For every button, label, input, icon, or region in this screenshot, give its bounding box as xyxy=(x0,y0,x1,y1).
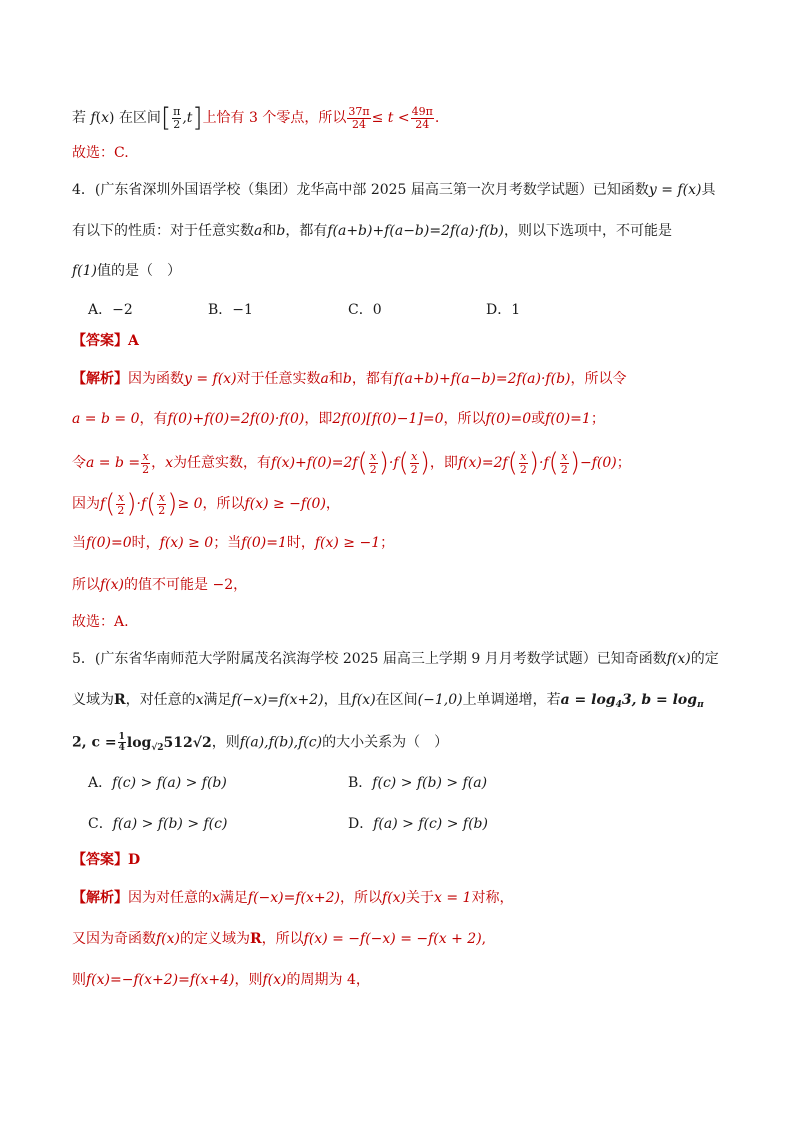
q5-analysis-2: 又因为奇函数f(x)的定义域为R，所以f(x) = −f(−x) = −f(x + 2), xyxy=(72,931,487,947)
q4-stem-1: 4．(广东省深圳外国语学校（集团）龙华高中部 2025 届高三第一次月考数学试题）已知函数y = f(x)具 xyxy=(72,182,716,198)
q4-option-b[interactable]: B．−1 xyxy=(208,302,253,318)
q5-option-a[interactable]: A．f(c) > f(a) > f(b) xyxy=(88,775,227,791)
q5-stem-3: 2, c = $\frac{1}{4}$ $\log_{√2}512√2$，则f(a),f(b),f(c)的大小关系为（ ） xyxy=(72,732,449,753)
q4-analysis-4: 因为f( $\frac{x}{2}$ )·f( $\frac{x}{2}$ )≥ 0，所以f(x) ≥ −f(0)， xyxy=(72,489,340,519)
q4-result: 故选：A. xyxy=(72,614,129,630)
q5-stem-1: 5．(广东省华南师范大学附属茂名滨海学校 2025 届高三上学期 9 月月考数学试题）已知奇函数f(x)的定 xyxy=(72,651,719,667)
q5-analysis-3: 则f(x)=−f(x+2)=f(x+4)，则f(x)的周期为 4， xyxy=(72,972,370,988)
q5-stem-2: 义域为R，对任意的x满足f(−x)=f(x+2)，且f(x)在区间(−1,0)上单调递增，若$a = \log_43$, $b = \log_\pi$ xyxy=(72,692,704,710)
q4-analysis-3: 令a = b = $\frac{x}{2}$ ，x为任意实数，有f(x)+f(0)=2f( $\frac{x}{2}$ )·f( $\frac{x}{2}$ )，即f(x)=2f( $\frac{x}{2}$ )·f( $\frac{x}{2}$ )−f(0)； xyxy=(72,448,631,478)
prev-line-1: 若 f(x) 在区间[ $\frac{\pi}{2}$ ,t]上恰有 3 个零点，所以 $\frac{37\pi}{24}$ ≤ t < $\frac{49\pi}{24}$ . xyxy=(72,103,440,133)
q5-analysis-1: 【解析】因为对任意的x满足f(−x)=f(x+2)，所以f(x)关于x = 1对称， xyxy=(72,890,514,906)
q4-analysis-5: 当f(0)=0时，f(x) ≥ 0；当f(0)=1时，f(x) ≥ −1； xyxy=(72,535,395,551)
q5-option-b[interactable]: B．f(c) > f(b) > f(a) xyxy=(348,775,488,791)
q4-option-c[interactable]: C．0 xyxy=(348,302,382,318)
q5-option-c[interactable]: C．f(a) > f(b) > f(c) xyxy=(88,816,228,832)
prev-result: 故选：C. xyxy=(72,145,129,161)
q4-option-a[interactable]: A．−2 xyxy=(88,302,133,318)
q4-stem-3: f(1)值的是（ ） xyxy=(72,263,182,279)
q4-answer: 【答案】A xyxy=(72,333,139,349)
q4-analysis-6: 所以f(x)的值不可能是 −2， xyxy=(72,577,248,593)
q4-analysis-1: 【解析】因为函数y = f(x)对于任意实数a和b，都有f(a+b)+f(a−b)=2f(a)·f(b)，所以令 xyxy=(72,371,627,387)
q4-stem-2: 有以下的性质：对于任意实数a和b，都有f(a+b)+f(a−b)=2f(a)·f(b)，则以下选项中，不可能是 xyxy=(72,223,672,239)
q5-answer: 【答案】D xyxy=(72,852,141,868)
q4-analysis-2: a = b = 0，有f(0)+f(0)=2f(0)·f(0)，即2f(0)[f(0)−1]=0，所以f(0)=0或f(0)=1； xyxy=(72,411,605,427)
q4-option-d[interactable]: D．1 xyxy=(486,302,521,318)
q5-option-d[interactable]: D．f(a) > f(c) > f(b) xyxy=(348,816,488,832)
